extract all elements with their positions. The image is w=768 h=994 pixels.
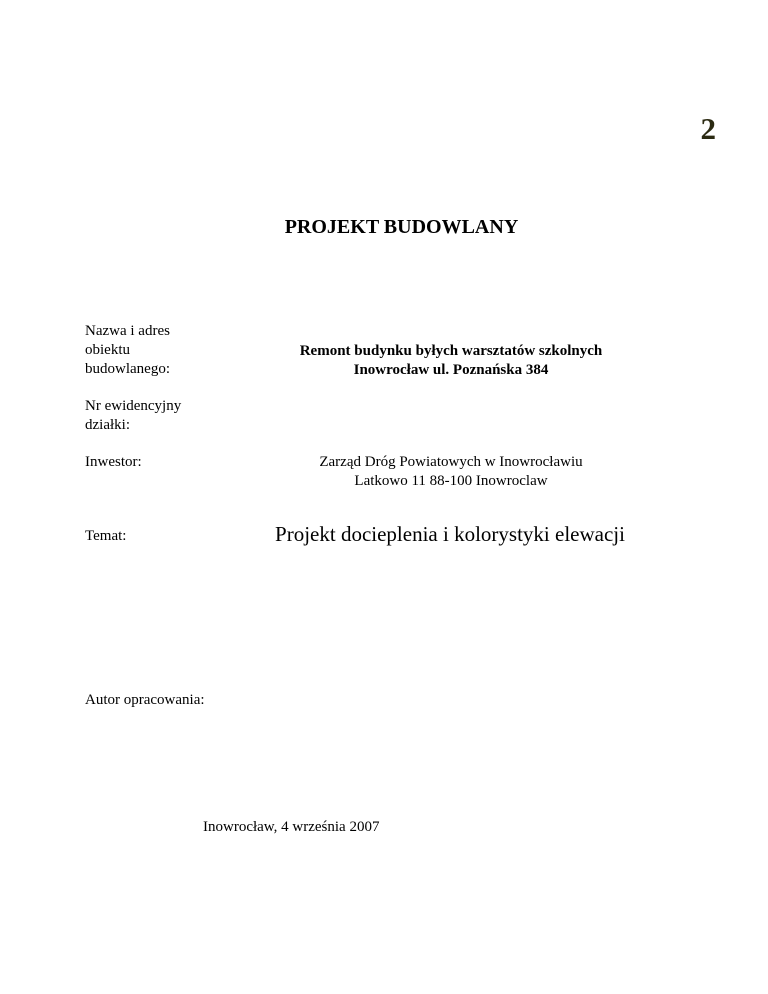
place-and-date: Inowrocław, 4 września 2007 (203, 819, 380, 835)
object-address-line: Inowrocław ul. Poznańska 384 (353, 362, 549, 378)
investor-label: Inwestor: (85, 454, 142, 470)
subject-label: Temat: (85, 528, 127, 544)
page-number: 2 (700, 111, 716, 146)
object-name-line-1: Remont budynku byłych warsztatów szkolnych (299, 343, 603, 359)
parcel-number-label: Nr ewidencyjny działki: (85, 398, 182, 433)
object-name-value (232, 342, 670, 380)
investor-name-line: Zarząd Dróg Powiatowych w Inowrocławiu (319, 454, 583, 470)
document-title: PROJEKT BUDOWLANY (284, 216, 519, 238)
object-name-label: Nazwa i adres obiektu budowlanego: (85, 323, 170, 377)
investor-address-line: Latkowo 11 88-100 Inowroclaw (354, 473, 548, 489)
author-label: Autor opracowania: (85, 692, 205, 708)
investor-value (232, 453, 670, 491)
subject-value: Projekt docieplenia i kolorystyki elewacji (275, 522, 625, 546)
